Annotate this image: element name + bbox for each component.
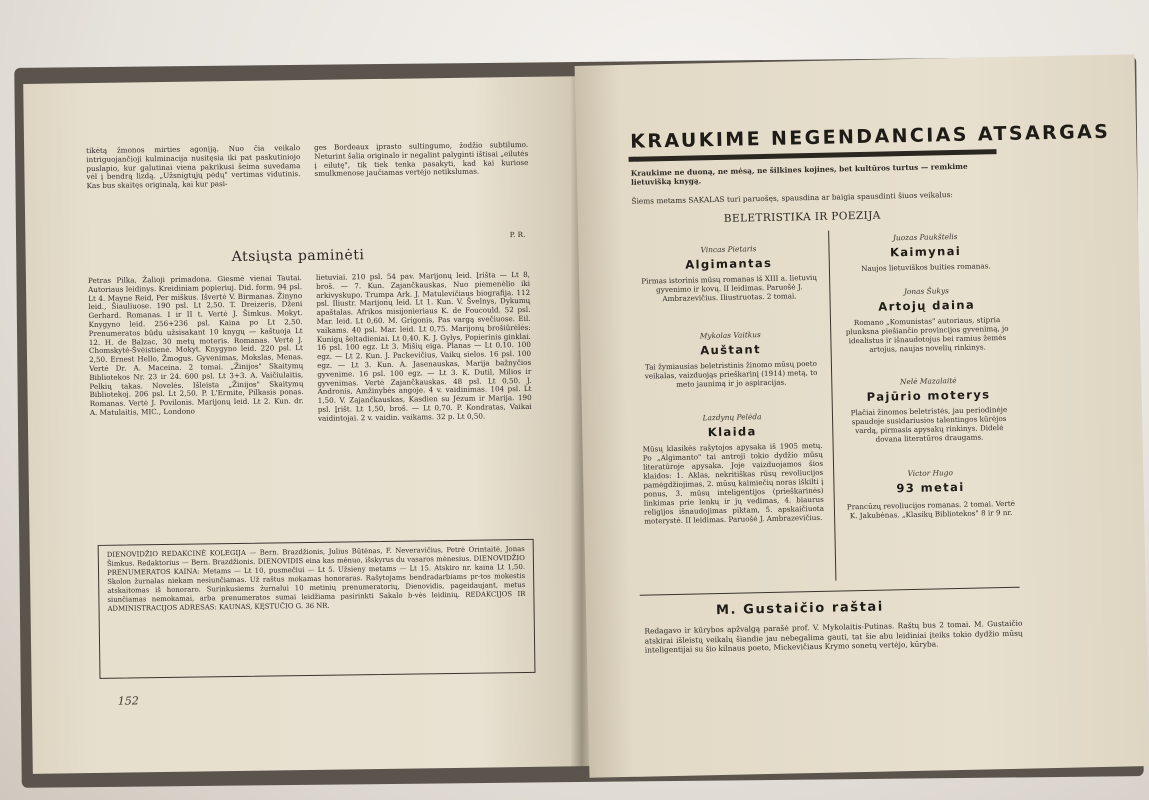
book-title: 93 metai [896,479,965,496]
signature: P. R. [509,229,526,240]
section-divider [640,587,1020,596]
section-title: Atsiųsta paminėti [231,247,365,266]
book-title: Pajūrio moterys [866,387,991,404]
book-description: Naujos lietuviškos buities romanas. [861,261,991,273]
column-divider [828,231,836,581]
book-title: Kaimynai [889,243,962,260]
top-left-text: tikėtą žmonos mirties agoniją. Nuo čia veikalo intriguojančioji kulminacija nusitęsia iki pat paskutiniojo puslapio, kur galutinai viena pakrikusi šeima suvedama vėl į bendrą lizdą. „Užsnigtųjų pėdų" vertimas vidutinis. Kas bus skaitęs originalą, kai kur pasi- [86,143,301,191]
book-description: Romano „Komunistas" autoriaus, stipria plunksna piešiančio provincijos gyvenimą, jo idealistus ir išnaudotojus bei ramius žemės artojus, naujas novelių rinkinys. [845,315,1009,354]
books-received-column-2: lietuviai. 210 psl. 54 pav. Marijonų leid. Įrišta — Lt 8, broš. — 7. Kun. Zajančkauskas, Nuo piemenėlio iki arkivyskupo. Trumpa Ark. J. Matulevičiaus biografija. 112 psl. Iliustr. Marijonų leid. Lt 1. Kun. V. Švelnys, Dykumų apaštalas. Afrikos misijonieriaus K. de Foucould. 52 psl. Mar. leid. Lt 0,60. M. Grigonis, Pas vargą svečiuose. Eil. vaikams. 40 psl. Mar. leid. Lt 0,75. Marijonų brošiūrėlės: Kunigų šeltadieniai. Lt 0,40. K. J. Gylys, Popierinis ginklai. 16 psl. 100 egz. Lt 3. Mišių eiga. Planas — Lt 0,10. 100 egz. — Lt 2. Kun. J. Packevičius, Vaikų sielos. 16 psl. 100 egz. — Lt 3. Kun. A. Jasenauskas, Marija bažnyčios gyvenime. 16 psl. 100 egz. — Lt 3. K. Dutil, Milios ir gyvenimas. Vertė Zajančkauskas. 48 psl. Lt 0,50. J. Andronis, Amžinybės angoje. 4 v. vaidinimas. 104 psl. Lt 1,50. V. Zajančkauskas, Kasdien su Jėzum ir Marija. 190 psl. Įrišt. Lt 1,50, broš. — Lt 0,70. P. Kondratas, Vaikai vaidintojai. 2 v. vaidin. vaikams. 32 p. Lt 0,50. [315,269,532,423]
book-author: Victor Hugo [907,468,954,479]
headline: KRAUKIME NEGENDANCIAS ATSARGAS [629,120,1111,153]
book-title: Artojų daina [878,297,976,314]
book-author: Lazdynų Pelėda [702,412,762,423]
page-number: 152 [117,694,139,708]
book-author: Jonas Šukys [903,286,949,297]
book-author: Vincas Pietaris [700,244,757,255]
book-title: Klaida [707,424,757,440]
book-title: Algimantas [685,255,773,272]
book-description: Tai žymiausias beletristinis žinomo mūsų poeto veikalas, vaizduojąs prieškarinį (1914) metą, to meto jaunimą ir jo aspiracijas. [644,358,818,389]
books-received-column-1: Petras Pilka, Žalioji primadona. Giesmė vienai Tautai. Autoriaus leidinys. Kreidiniam popieriuj. Did. form. 94 psl. Lt 4. Mayne Reid, Per miškus. Išvertė V. Birmanas. Žinyno leid., Šiauliuose. 190 psl. Lt 2,50. T. Dreizeris, Dženi Gerhard. Romanas. I ir II t. Vertė J. Šimkus. Mokyt. Knygyno leid. 256+236 psl. Kaina po Lt 2,50. Prenumeratos būdu užsisakant 10 knygų — kaštuoja Lt 12. H. de Balzac, 30 metų moteris. Romanas. Vertė J. Chomskytė-Švėistienė. Mokyt. Knygyno leid. 220 psl. Lt 2,50. Ernest Hello, Žmogus. Gyvenimas, Mokslas, Menas. Vertė Dr. A. Maceina. 2 tomai. „Žinijos" Skaitymų Bibliotekos Nr. 23 ir 24. 600 psl. Lt 3+3. A. Vaičiulaitis, Pelkių takas. Novelės. Išleista „Žinijos" Skaitymų Bibliotekoj. 206 psl. Lt 2,50. P. L'Ermite, Pilkasis ponas. Romanas. Vertė J. Povilonis. Marijonų leid. Lt 2. Kun. dr. A. Matulaitis, MIC., Londono [87,273,304,417]
intro-text: Šiems metams SAKALAS turi paruošęs, spausdina ar baigia spausdinti šiuos veikalus: [631,190,953,206]
subhead: Kraukime ne duoną, ne mėsą, ne šilkines kojines, bet kultūros turtus — remkime lietuvišką knygą. [630,161,968,187]
book-title: Auštant [700,342,762,358]
right-page [575,54,1149,778]
section-title: BELETRISTIKA IR POEZIJA [723,209,881,225]
top-right-text: ges Bordeaux įprasto sultingumo, žodžio subtilumo. Neturint šalia originalo ir negalint palyginti ištisai „eilutės į eilutę", tik tiek tenka pasakyti, kad kai kuriose smulkmenose jaučiamas vertėjo netikslumas. [314,139,529,179]
editorial-info-box [98,539,536,679]
editorial-info-text: DIENOVIDŽIO REDAKCINĖ KOLEGIJA — Bern. Brazdžionis, Julius Būtėnas, F. Neveravičius, Petrė Orintaitė, Jonas Šimkus. Redaktorius — Bern. Brazdžionis. DIENOVIDIS eina kas mėnuo, išskyrus du vasaros mėnesius. DIENOVIDŽIO PRENUMERATOS KAINA: Metams — Lt 10, pusmečiui — Lt 5. Užsieny metams — Lt 15. Atskiro nr. kaina Lt 1,50. Skolon žurnalas niekam nesiunčiamas. Už raštus mokamas honoraras. Rašytojams bendradarbiams pr-tos mokestis atskaitomas iš honoraro. Surinkusiems žurnalui 10 metinių prenumeratorių, Dienovidis, pageidaujant, metus siunčiamas nemokamai, arba prenumeratos sumai leidžiama pasirinkti Sakalo b-vės leidinių. REDAKCIJOS IR ADMINISTRACIJOS ADRESAS: KAUNAS, KĘSTUČIO G. 36 NR. [106,544,526,613]
book-author: Mykolas Vaitkus [699,330,761,341]
book-description: Prancūzų revoliucijos romanas. 2 tomai. Vertė K. Jakubėnas. „Klasikų Bibliotekos" 8 ir 9 nr. [846,498,1016,521]
book-description: Mūsų klasikės rašytojos apysaka iš 1905 metų. Po „Algimanto" tai antroji tokio dydžio mūsų literatūroje apysaka. Joje vaizduojamos šios klaidos: 1. Aklas, nekritiškas rūsų revoliucijos pamėgdžiojimas, 2. mūsų kaimiečių noras iškilti į ponus, 3. mūsų inteligentijos (prieškarinės) linkimas prie lenkų ir jų vedimas, 4. biaurus religijos išnaudojimas piktam, 5. apskaičiuota moterystė. II leidimas. Paruošė J. Ambrazevičius. [642,440,825,526]
bottom-section-title: M. Gustaičio raštai [715,599,885,619]
book-author: Nelė Mazalaitė [899,376,957,387]
left-page [23,76,593,774]
book-description: Plačiai žinomos beletristės, jau periodinėje spaudoje susidariusios talentingos kūrėjos vardą, pirmasis apysakų rinkinys. Didelė dovana literatūros draugams. [850,404,1008,444]
bottom-section-text: Redagavo ir kūrybos apžvalgą parašė prof. V. Mykolaitis-Putinas. Raštų bus 2 tomai. M. Gustaičio atskirai išleistų veikalų šiandie jau nebegalima gauti, tat šie abu leidiniai įteiks tokio dydžio mūsų inteligentijai su šio kilnaus poeto, Mickevičiaus Krymo sonetų vertėjo, kūryba. [644,618,1023,655]
book-author: Juozas Paukštelis [892,231,958,243]
book-description: Pirmas istorinis mūsų romanas iš XIII a. lietuvių gyvenimo ir kovų. II leidimas. Paruošė J. Ambrazevičius. Iliustruotas. 2 tomai. [641,272,818,304]
